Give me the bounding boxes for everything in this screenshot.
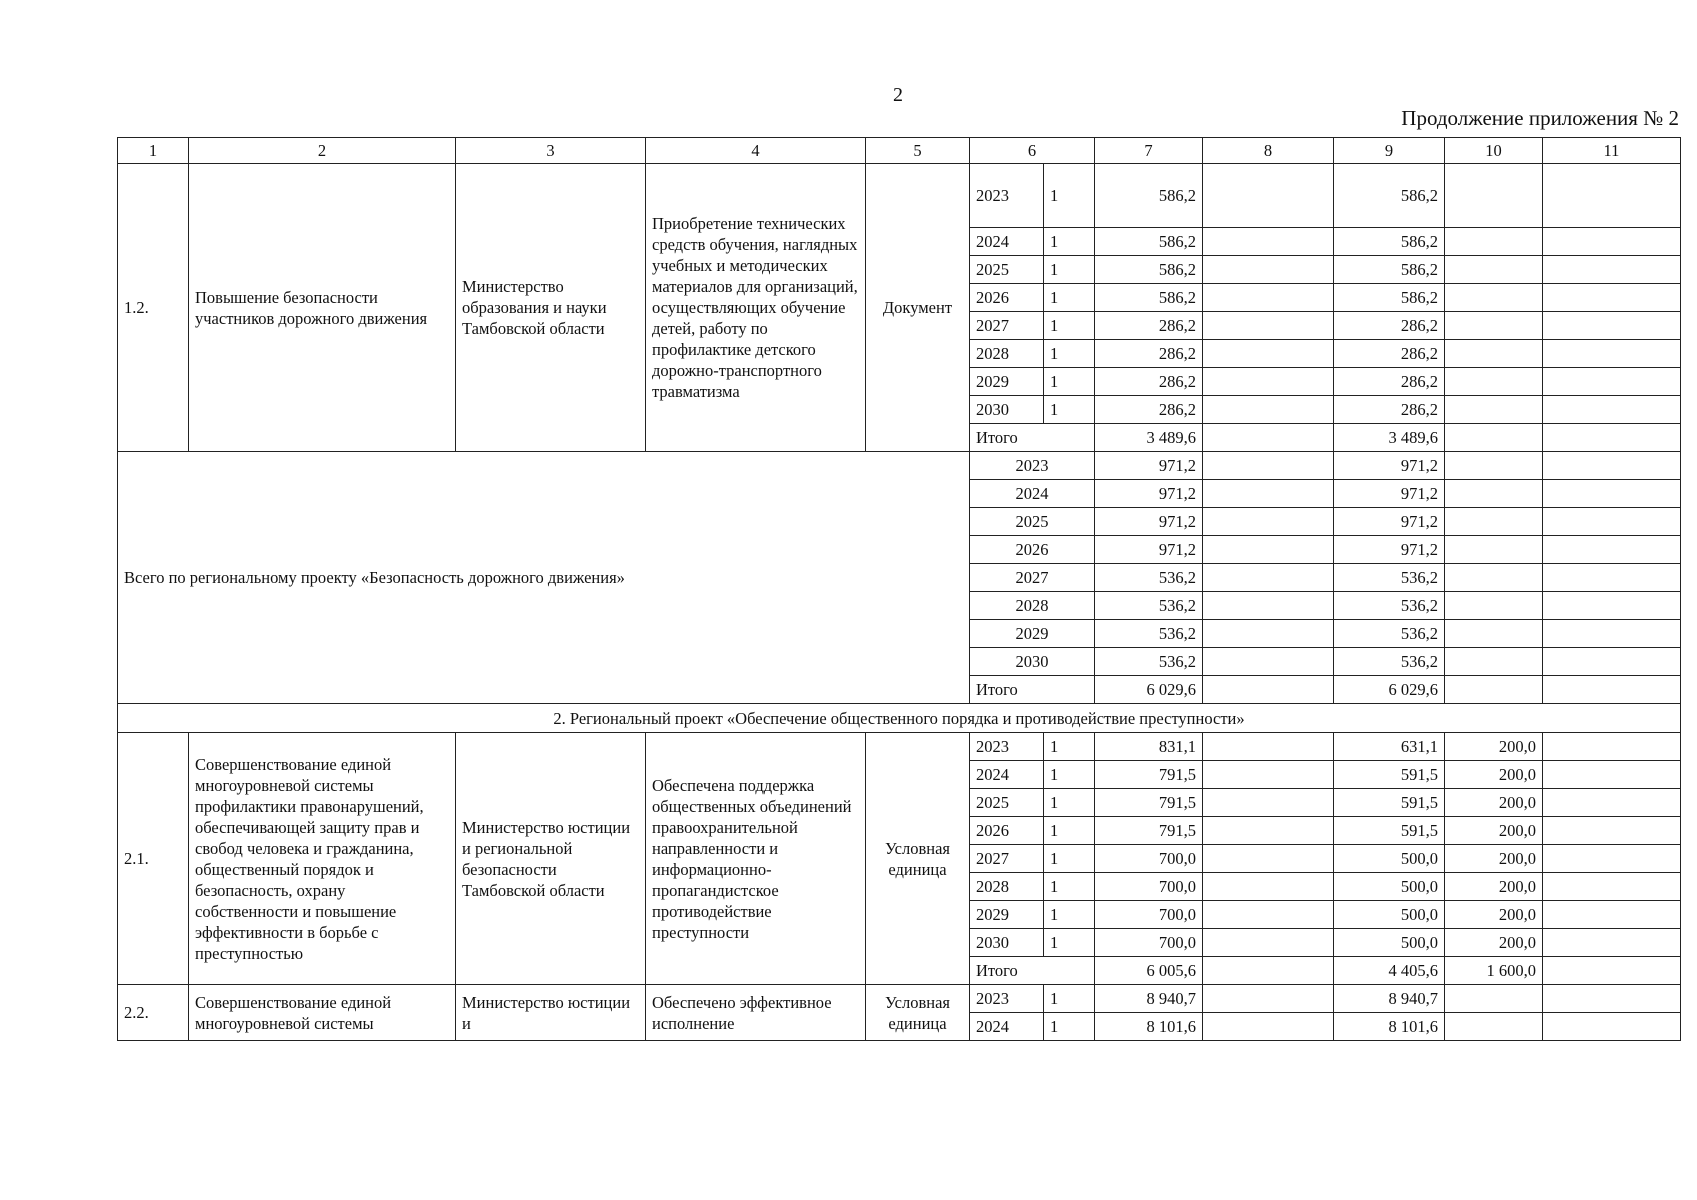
empty-cell (1203, 228, 1334, 256)
itogo-total: 6 005,6 (1095, 957, 1203, 985)
itogo-regional-budget: 3 489,6 (1334, 424, 1445, 452)
total-cell: 831,1 (1095, 733, 1203, 761)
regional-budget-cell: 286,2 (1334, 368, 1445, 396)
item-executor: Министерство юстиции и (456, 985, 646, 1041)
year-cell: 2025 (970, 508, 1095, 536)
total-cell: 700,0 (1095, 845, 1203, 873)
year-cell: 2030 (970, 396, 1044, 424)
empty-cell (1203, 733, 1334, 761)
empty-cell (1445, 480, 1543, 508)
item-executor: Министерство юстиции и региональной безопасности Тамбовской области (456, 733, 646, 985)
empty-cell (1203, 340, 1334, 368)
total-cell: 700,0 (1095, 873, 1203, 901)
other-source-cell (1445, 228, 1543, 256)
regional-budget-cell: 536,2 (1334, 564, 1445, 592)
year-cell: 2028 (970, 873, 1044, 901)
item-name: Совершенствование единой многоуровневой системы профилактики правонарушений, обеспечивающей защиту прав и свобод человека и гражданина, общественный порядок и безопасность, охрану собственности и повышение эффективности в борьбе с преступностью (189, 733, 456, 985)
total-cell: 971,2 (1095, 536, 1203, 564)
empty-cell (1445, 676, 1543, 704)
total-cell: 286,2 (1095, 396, 1203, 424)
regional-budget-cell: 971,2 (1334, 452, 1445, 480)
total-cell: 791,5 (1095, 761, 1203, 789)
year-cell: 2023 (970, 164, 1044, 228)
year-cell: 2026 (970, 284, 1044, 312)
empty-cell (1445, 536, 1543, 564)
empty-cell (1543, 873, 1681, 901)
item-result: Обеспечено эффективное исполнение (646, 985, 866, 1041)
empty-cell (1543, 164, 1681, 228)
quantity-cell: 1 (1044, 396, 1095, 424)
total-cell: 971,2 (1095, 480, 1203, 508)
column-header: 5 (866, 138, 970, 164)
item-number: 2.1. (118, 733, 189, 985)
empty-cell (1203, 817, 1334, 845)
total-cell: 700,0 (1095, 929, 1203, 957)
itogo-label: Итого (970, 957, 1095, 985)
itogo-label: Итого (970, 676, 1095, 704)
empty-cell (1203, 761, 1334, 789)
empty-cell (1543, 452, 1681, 480)
empty-cell (1543, 508, 1681, 536)
empty-cell (1203, 256, 1334, 284)
empty-cell (1445, 452, 1543, 480)
item-number: 1.2. (118, 164, 189, 452)
empty-cell (1203, 985, 1334, 1013)
empty-cell (1543, 256, 1681, 284)
year-cell: 2027 (970, 312, 1044, 340)
itogo-other-source (1445, 424, 1543, 452)
quantity-cell: 1 (1044, 929, 1095, 957)
empty-cell (1203, 957, 1334, 985)
item-unit: Условная единица (866, 733, 970, 985)
quantity-cell: 1 (1044, 789, 1095, 817)
year-cell: 2029 (970, 368, 1044, 396)
empty-cell (1203, 592, 1334, 620)
total-cell: 286,2 (1095, 312, 1203, 340)
column-header: 11 (1543, 138, 1681, 164)
item-executor: Министерство образования и науки Тамбовской области (456, 164, 646, 452)
empty-cell (1543, 368, 1681, 396)
other-source-cell: 200,0 (1445, 873, 1543, 901)
other-source-cell: 200,0 (1445, 929, 1543, 957)
year-cell: 2023 (970, 985, 1044, 1013)
empty-cell (1543, 1013, 1681, 1041)
other-source-cell (1445, 164, 1543, 228)
quantity-cell: 1 (1044, 312, 1095, 340)
regional-budget-cell: 586,2 (1334, 256, 1445, 284)
year-cell: 2025 (970, 789, 1044, 817)
year-cell: 2027 (970, 845, 1044, 873)
total-cell: 536,2 (1095, 592, 1203, 620)
itogo-regional-budget: 4 405,6 (1334, 957, 1445, 985)
regional-budget-cell: 500,0 (1334, 929, 1445, 957)
empty-cell (1543, 957, 1681, 985)
year-cell: 2026 (970, 817, 1044, 845)
other-source-cell (1445, 985, 1543, 1013)
empty-cell (1543, 929, 1681, 957)
regional-budget-cell: 971,2 (1334, 536, 1445, 564)
year-cell: 2023 (970, 452, 1095, 480)
item-name: Повышение безопасности участников дорожного движения (189, 164, 456, 452)
item-result: Обеспечена поддержка общественных объединений правоохранительной направленности и информационно-пропагандистское противодействие преступности (646, 733, 866, 985)
regional-budget-cell: 536,2 (1334, 620, 1445, 648)
column-header-row (118, 138, 1681, 164)
empty-cell (1543, 901, 1681, 929)
budget-table (117, 137, 1681, 1041)
empty-cell (1543, 340, 1681, 368)
empty-cell (1203, 312, 1334, 340)
item-unit: Условная единица (866, 985, 970, 1041)
empty-cell (1543, 985, 1681, 1013)
total-cell: 536,2 (1095, 564, 1203, 592)
section-title-row (118, 704, 1681, 733)
column-header: 2 (189, 138, 456, 164)
column-header: 9 (1334, 138, 1445, 164)
total-cell: 971,2 (1095, 452, 1203, 480)
empty-cell (1543, 648, 1681, 676)
empty-cell (1543, 564, 1681, 592)
year-cell: 2023 (970, 733, 1044, 761)
quantity-cell: 1 (1044, 368, 1095, 396)
regional-budget-cell: 286,2 (1334, 396, 1445, 424)
regional-budget-cell: 536,2 (1334, 592, 1445, 620)
year-cell: 2027 (970, 564, 1095, 592)
itogo-regional-budget: 6 029,6 (1334, 676, 1445, 704)
year-cell: 2024 (970, 1013, 1044, 1041)
other-source-cell: 200,0 (1445, 789, 1543, 817)
regional-budget-cell: 536,2 (1334, 648, 1445, 676)
empty-cell (1203, 424, 1334, 452)
total-cell: 586,2 (1095, 284, 1203, 312)
year-cell: 2029 (970, 901, 1044, 929)
quantity-cell: 1 (1044, 985, 1095, 1013)
quantity-cell: 1 (1044, 845, 1095, 873)
total-cell: 700,0 (1095, 901, 1203, 929)
empty-cell (1203, 873, 1334, 901)
year-cell: 2030 (970, 648, 1095, 676)
year-cell: 2024 (970, 761, 1044, 789)
empty-cell (1203, 452, 1334, 480)
quantity-cell: 1 (1044, 1013, 1095, 1041)
other-source-cell: 200,0 (1445, 845, 1543, 873)
column-header: 3 (456, 138, 646, 164)
column-header: 6 (970, 138, 1095, 164)
empty-cell (1543, 817, 1681, 845)
empty-cell (1543, 676, 1681, 704)
total-cell: 586,2 (1095, 228, 1203, 256)
regional-budget-cell: 286,2 (1334, 340, 1445, 368)
empty-cell (1203, 564, 1334, 592)
empty-cell (1203, 620, 1334, 648)
empty-cell (1543, 733, 1681, 761)
empty-cell (1203, 845, 1334, 873)
empty-cell (1203, 368, 1334, 396)
quantity-cell: 1 (1044, 873, 1095, 901)
column-header: 8 (1203, 138, 1334, 164)
empty-cell (1543, 480, 1681, 508)
year-cell: 2028 (970, 592, 1095, 620)
year-cell: 2030 (970, 929, 1044, 957)
item-unit: Документ (866, 164, 970, 452)
other-source-cell: 200,0 (1445, 761, 1543, 789)
empty-cell (1203, 536, 1334, 564)
regional-budget-cell: 971,2 (1334, 508, 1445, 536)
page-number: 2 (893, 84, 903, 106)
total-cell: 586,2 (1095, 256, 1203, 284)
regional-budget-cell: 631,1 (1334, 733, 1445, 761)
section-title: 2. Региональный проект «Обеспечение общественного порядка и противодействие преступности» (118, 704, 1681, 733)
quantity-cell: 1 (1044, 228, 1095, 256)
total-cell: 586,2 (1095, 164, 1203, 228)
table-row (118, 733, 1681, 761)
total-cell: 8 940,7 (1095, 985, 1203, 1013)
empty-cell (1445, 564, 1543, 592)
empty-cell (1203, 676, 1334, 704)
regional-budget-cell: 586,2 (1334, 284, 1445, 312)
regional-budget-cell: 586,2 (1334, 164, 1445, 228)
quantity-cell: 1 (1044, 164, 1095, 228)
item-name: Совершенствование единой многоуровневой системы (189, 985, 456, 1041)
empty-cell (1203, 508, 1334, 536)
empty-cell (1543, 396, 1681, 424)
empty-cell (1445, 620, 1543, 648)
year-cell: 2028 (970, 340, 1044, 368)
total-cell: 286,2 (1095, 368, 1203, 396)
empty-cell (1203, 480, 1334, 508)
year-cell: 2025 (970, 256, 1044, 284)
other-source-cell (1445, 312, 1543, 340)
empty-cell (1543, 592, 1681, 620)
total-cell: 536,2 (1095, 620, 1203, 648)
regional-budget-cell: 591,5 (1334, 817, 1445, 845)
empty-cell (1543, 536, 1681, 564)
total-cell: 8 101,6 (1095, 1013, 1203, 1041)
quantity-cell: 1 (1044, 340, 1095, 368)
other-source-cell (1445, 284, 1543, 312)
table-row (118, 985, 1681, 1013)
quantity-cell: 1 (1044, 761, 1095, 789)
project-total-label: Всего по региональному проекту «Безопасность дорожного движения» (118, 452, 970, 704)
empty-cell (1445, 508, 1543, 536)
empty-cell (1543, 845, 1681, 873)
item-number: 2.2. (118, 985, 189, 1041)
other-source-cell: 200,0 (1445, 817, 1543, 845)
column-header: 7 (1095, 138, 1203, 164)
itogo-other-source: 1 600,0 (1445, 957, 1543, 985)
project-total-row (118, 452, 1681, 480)
itogo-total: 6 029,6 (1095, 676, 1203, 704)
item-result: Приобретение технических средств обучения, наглядных учебных и методических материалов для организаций, осуществляющих обучение детей, работу по профилактике детского дорожно-транспортного травматизма (646, 164, 866, 452)
year-cell: 2024 (970, 480, 1095, 508)
itogo-label: Итого (970, 424, 1095, 452)
quantity-cell: 1 (1044, 901, 1095, 929)
total-cell: 286,2 (1095, 340, 1203, 368)
empty-cell (1543, 789, 1681, 817)
empty-cell (1543, 424, 1681, 452)
other-source-cell (1445, 1013, 1543, 1041)
empty-cell (1203, 901, 1334, 929)
year-cell: 2029 (970, 620, 1095, 648)
year-cell: 2024 (970, 228, 1044, 256)
itogo-total: 3 489,6 (1095, 424, 1203, 452)
quantity-cell: 1 (1044, 256, 1095, 284)
empty-cell (1543, 312, 1681, 340)
empty-cell (1203, 284, 1334, 312)
empty-cell (1543, 284, 1681, 312)
empty-cell (1203, 1013, 1334, 1041)
quantity-cell: 1 (1044, 817, 1095, 845)
regional-budget-cell: 586,2 (1334, 228, 1445, 256)
empty-cell (1445, 592, 1543, 620)
empty-cell (1543, 761, 1681, 789)
year-cell: 2026 (970, 536, 1095, 564)
table-row (118, 164, 1681, 228)
table-body (118, 138, 1681, 1041)
column-header: 10 (1445, 138, 1543, 164)
quantity-cell: 1 (1044, 284, 1095, 312)
regional-budget-cell: 8 101,6 (1334, 1013, 1445, 1041)
continuation-label: Продолжение приложения № 2 (1401, 106, 1679, 130)
regional-budget-cell: 500,0 (1334, 873, 1445, 901)
regional-budget-cell: 8 940,7 (1334, 985, 1445, 1013)
empty-cell (1203, 648, 1334, 676)
total-cell: 791,5 (1095, 789, 1203, 817)
empty-cell (1543, 620, 1681, 648)
empty-cell (1203, 164, 1334, 228)
other-source-cell (1445, 340, 1543, 368)
column-header: 1 (118, 138, 189, 164)
regional-budget-cell: 591,5 (1334, 761, 1445, 789)
other-source-cell: 200,0 (1445, 733, 1543, 761)
empty-cell (1445, 648, 1543, 676)
empty-cell (1203, 929, 1334, 957)
other-source-cell: 200,0 (1445, 901, 1543, 929)
empty-cell (1203, 789, 1334, 817)
other-source-cell (1445, 256, 1543, 284)
regional-budget-cell: 286,2 (1334, 312, 1445, 340)
empty-cell (1543, 228, 1681, 256)
empty-cell (1203, 396, 1334, 424)
regional-budget-cell: 500,0 (1334, 845, 1445, 873)
total-cell: 791,5 (1095, 817, 1203, 845)
column-header: 4 (646, 138, 866, 164)
total-cell: 971,2 (1095, 508, 1203, 536)
regional-budget-cell: 500,0 (1334, 901, 1445, 929)
other-source-cell (1445, 368, 1543, 396)
total-cell: 536,2 (1095, 648, 1203, 676)
regional-budget-cell: 971,2 (1334, 480, 1445, 508)
quantity-cell: 1 (1044, 733, 1095, 761)
other-source-cell (1445, 396, 1543, 424)
regional-budget-cell: 591,5 (1334, 789, 1445, 817)
